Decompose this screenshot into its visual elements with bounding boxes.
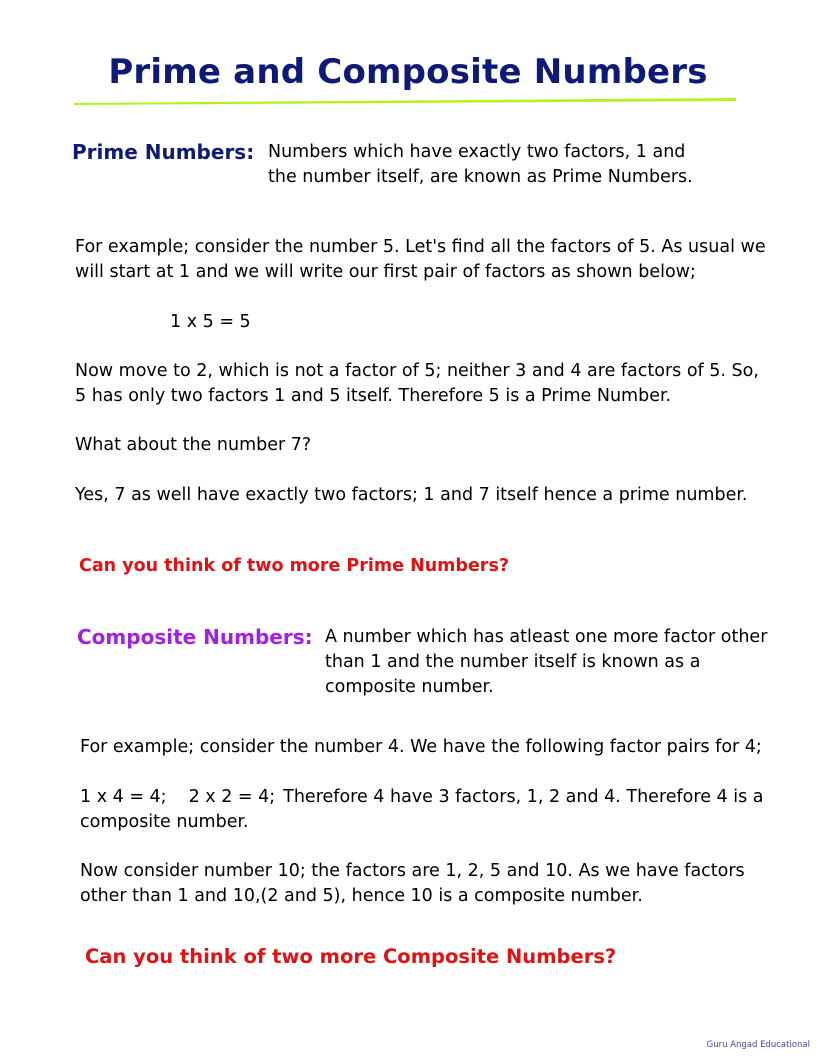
- composite-example-intro: For example; consider the number 4. We have the following factor pairs for 4;: [80, 737, 762, 757]
- prime-question-7: What about the number 7?: [75, 435, 312, 455]
- composite-challenge: Can you think of two more Composite Numbers?: [85, 945, 617, 968]
- composite-definition: A number which has atleast one more factor other than 1 and the number itself is known as a composite number.: [325, 627, 768, 697]
- composite-heading: Composite Numbers:: [77, 625, 313, 649]
- page-title: Prime and Composite Numbers: [108, 52, 708, 92]
- factor-pair-2: 2 x 2 = 4;: [188, 787, 276, 807]
- prime-definition-block: [72, 139, 752, 190]
- composite-factor-line: [80, 785, 770, 834]
- prime-heading: Prime Numbers:: [72, 140, 255, 164]
- composite-definition-block: [77, 624, 777, 700]
- title-underline: [74, 98, 738, 106]
- composite-example-10: Now consider number 10; the factors are 1, 2, 5 and 10. As we have factors other than 1 and 10,(2 and 5), hence 10 is a composite number.: [80, 861, 745, 906]
- prime-explanation: Now move to 2, which is not a factor of 5; neither 3 and 4 are factors of 5. So, 5 has only two factors 1 and 5 itself. Therefore 5 is a Prime Number.: [75, 361, 759, 406]
- prime-answer-7: Yes, 7 as well have exactly two factors; 1 and 7 itself hence a prime number.: [75, 485, 748, 505]
- prime-challenge: Can you think of two more Prime Numbers?: [79, 556, 510, 576]
- factor-pair-1: 1 x 4 = 4;: [80, 787, 167, 807]
- prime-definition: Numbers which have exactly two factors, 1 and the number itself, are known as Prime Numbers.: [268, 142, 693, 187]
- prime-equation: 1 x 5 = 5: [170, 312, 251, 332]
- footer-credit: Guru Angad Educational: [706, 1040, 810, 1050]
- prime-example-intro: For example; consider the number 5. Let's find all the factors of 5. As usual we will start at 1 and we will write our first pair of factors as shown below;: [75, 237, 766, 282]
- factor-conclusion: Therefore 4 have 3 factors, 1, 2 and 4. Therefore 4 is a composite number.: [80, 787, 764, 832]
